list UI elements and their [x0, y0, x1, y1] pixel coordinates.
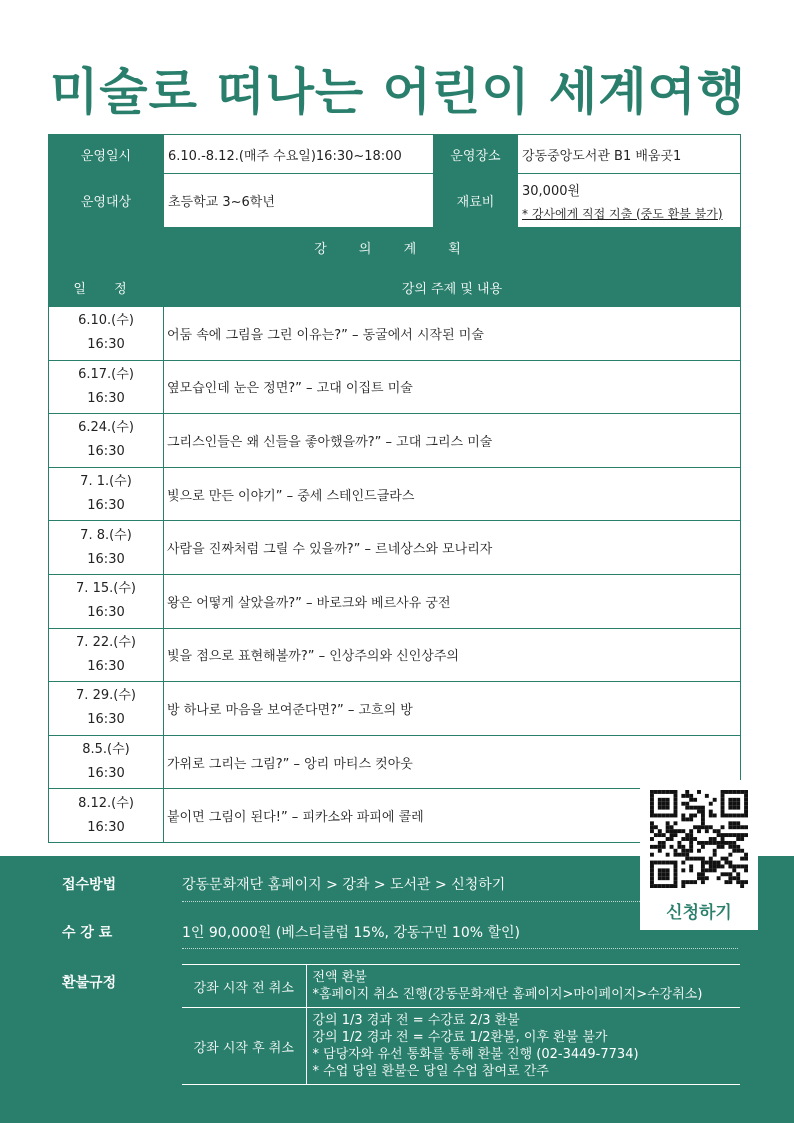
refund-before-key: 강좌 시작 전 취소: [182, 965, 306, 1008]
divider: [182, 948, 738, 949]
schedule-day: 6.24.(수): [78, 420, 134, 436]
schedule-time: 16:30: [87, 337, 125, 353]
qr-code-icon[interactable]: [650, 790, 748, 888]
tuition-value: 1인 90,000원 (베스티클럽 15%, 강동구민 10% 할인): [182, 925, 521, 941]
schedule-day: 6.17.(수): [78, 366, 134, 382]
schedule-date: [49, 682, 164, 736]
col-topic-header: 강의 주제 및 내용: [164, 268, 741, 307]
schedule-day: 7. 29.(수): [76, 688, 136, 704]
schedule-day: 6.10.(수): [78, 313, 134, 329]
schedule-day: 7. 1.(수): [80, 474, 132, 490]
refund-line: * 수업 당일 환불은 당일 수업 참여로 간주: [312, 1064, 549, 1079]
schedule-date: [49, 307, 164, 361]
schedule-time: 16:30: [87, 498, 125, 514]
schedule-date: [49, 574, 164, 628]
place-value: 강동중앙도서관 B1 배움곳1: [518, 135, 741, 174]
schedule-row: [49, 521, 741, 575]
schedule-time: 16:30: [87, 390, 125, 406]
plan-rows: [49, 307, 741, 843]
target-label: 운영대상: [49, 174, 164, 228]
schedule-day: 7. 8.(수): [80, 527, 132, 543]
schedule-date: [49, 628, 164, 682]
schedule-day: 7. 15.(수): [76, 581, 136, 597]
refund-table: [182, 964, 740, 1085]
schedule-topic: 그리스인들은 왜 신들을 좋아했을까?” – 고대 그리스 미술: [164, 414, 741, 468]
fee-value: 30,000원: [522, 183, 581, 199]
schedule-topic: 어둠 속에 그림을 그린 이유는?” – 동굴에서 시작된 미술: [164, 307, 741, 361]
method-label: 접수방법: [62, 877, 117, 893]
refund-after-key: 강좌 시작 후 취소: [182, 1008, 306, 1085]
schedule-row: [49, 735, 741, 789]
fee-note: * 강사에게 직접 지출 (중도 환불 불가): [522, 206, 723, 221]
schedule-row: [49, 789, 741, 843]
schedule-topic: 사람을 진짜처럼 그릴 수 있을까?” – 르네상스와 모나리자: [164, 521, 741, 575]
schedule-time: 16:30: [87, 444, 125, 460]
refund-before-value: [306, 965, 740, 1008]
schedule-day: 8.12.(수): [78, 795, 134, 811]
schedule-time: 16:30: [87, 766, 125, 782]
schedule-date: [49, 414, 164, 468]
period-label: 운영일시: [49, 135, 164, 174]
schedule-day: 8.5.(수): [82, 742, 130, 758]
qr-apply[interactable]: [640, 780, 758, 930]
info-table: [48, 134, 741, 228]
schedule-topic: 왕은 어떻게 살았을까?” – 바로크와 베르사유 궁전: [164, 574, 741, 628]
schedule-row: [49, 414, 741, 468]
schedule-time: 16:30: [87, 551, 125, 567]
schedule-date: [49, 735, 164, 789]
fee-label: 재료비: [434, 174, 518, 228]
schedule-date: [49, 360, 164, 414]
fee-cell: [518, 174, 741, 228]
refund-line: 강의 1/2 경과 전 = 수강료 1/2환불, 이후 환불 불가: [312, 1030, 608, 1045]
schedule-date: [49, 467, 164, 521]
schedule-row: [49, 307, 741, 361]
refund-line: 강의 1/3 경과 전 = 수강료 2/3 환불: [312, 1013, 520, 1028]
schedule-time: 16:30: [87, 605, 125, 621]
schedule-topic: 옆모습인데 눈은 정면?” – 고대 이집트 미술: [164, 360, 741, 414]
plan-table: [48, 227, 741, 843]
place-label: 운영장소: [434, 135, 518, 174]
schedule-time: 16:30: [87, 819, 125, 835]
schedule-time: 16:30: [87, 712, 125, 728]
refund-line: 전액 환불: [312, 970, 367, 985]
schedule-row: [49, 574, 741, 628]
plan-title: 강 의 계 획: [49, 228, 741, 268]
schedule-day: 7. 22.(수): [76, 634, 136, 650]
schedule-date: [49, 789, 164, 843]
col-date-header: 일 정: [49, 268, 164, 307]
schedule-topic: 가위로 그리는 그림?” – 앙리 마티스 컷아웃: [164, 735, 741, 789]
refund-line: * 담당자와 유선 통화를 통해 환불 진행 (02-3449-7734): [312, 1047, 639, 1062]
schedule-topic: 빛으로 만든 이야기” – 중세 스테인드글라스: [164, 467, 741, 521]
schedule-row: [49, 467, 741, 521]
period-value: 6.10.-8.12.(매주 수요일)16:30~18:00: [164, 135, 434, 174]
refund-after-value: [306, 1008, 740, 1085]
target-value: 초등학교 3~6학년: [164, 174, 434, 228]
schedule-topic: 빛을 점으로 표현해볼까?” – 인상주의와 신인상주의: [164, 628, 741, 682]
schedule-row: [49, 682, 741, 736]
schedule-topic: 방 하나로 마음을 보여준다면?” – 고흐의 방: [164, 682, 741, 736]
schedule-row: [49, 628, 741, 682]
refund-line: *홈페이지 취소 진행(강동문화재단 홈페이지>마이페이지>수강취소): [312, 987, 703, 1002]
schedule-topic: 붙이면 그림이 된다!” – 피카소와 파피에 콜레: [164, 789, 741, 843]
schedule-time: 16:30: [87, 658, 125, 674]
schedule-date: [49, 521, 164, 575]
refund-label: 환불규정: [62, 975, 117, 991]
tuition-label: 수 강 료: [62, 925, 113, 941]
schedule-row: [49, 360, 741, 414]
page-title: 미술로 떠나는 어린이 세계여행: [50, 63, 747, 121]
method-value: 강동문화재단 홈페이지 > 강좌 > 도서관 > 신청하기: [182, 877, 506, 893]
qr-label[interactable]: 신청하기: [666, 903, 732, 923]
